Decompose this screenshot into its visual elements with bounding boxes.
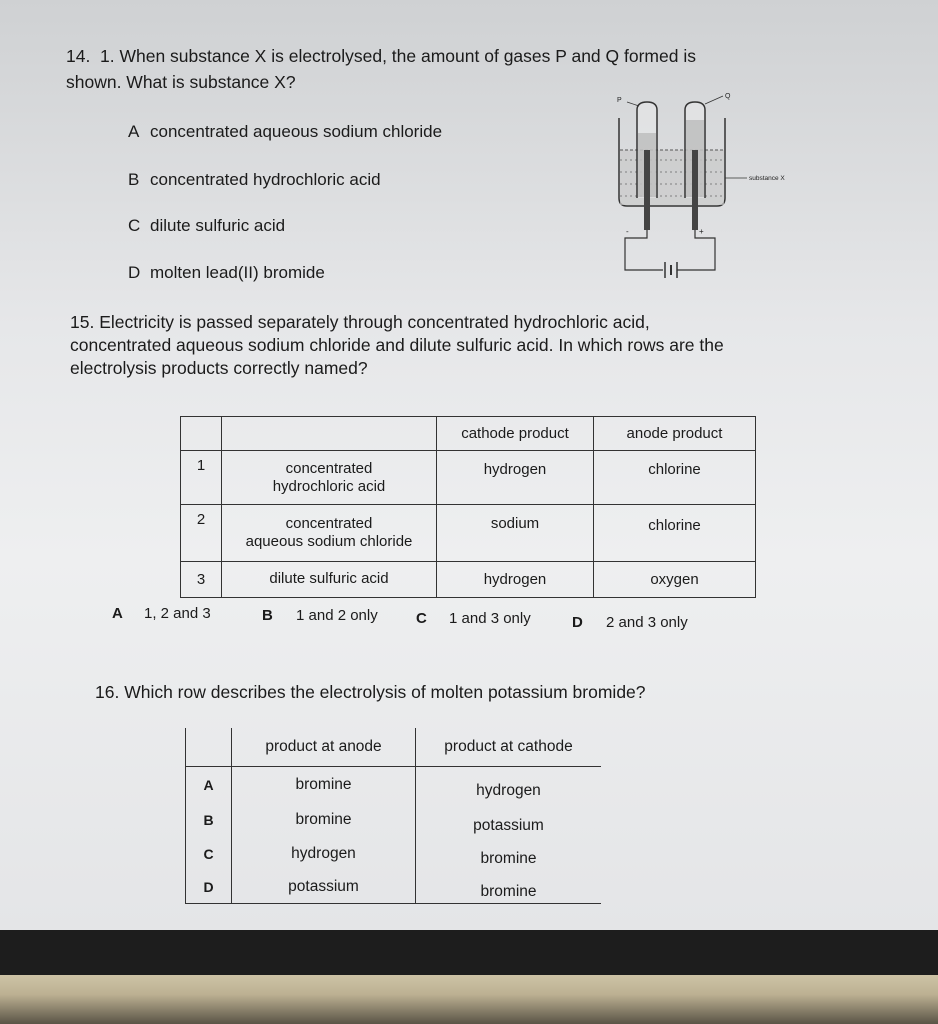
q15-row1-material-l2: hydrochloric acid bbox=[272, 477, 386, 495]
q15-row3-material: dilute sulfuric acid bbox=[222, 561, 437, 597]
q16-text: 16. Which row describes the electrolysis of molten potassium bromide? bbox=[95, 682, 646, 702]
q15-row3-cathode: hydrogen bbox=[437, 561, 594, 597]
q16-row-c-letter: C bbox=[186, 837, 232, 870]
label-q: Q bbox=[725, 93, 731, 100]
table-row bbox=[186, 767, 602, 803]
q15-header-anode: anode product bbox=[594, 417, 756, 451]
table-row bbox=[181, 451, 756, 505]
q15-row3-num: 3 bbox=[181, 561, 222, 597]
q14-option-a-letter: A bbox=[128, 122, 140, 141]
label-p: P bbox=[617, 97, 622, 104]
q14-text-line2: shown. What is substance X? bbox=[66, 72, 296, 92]
q14-option-d-letter: D bbox=[128, 263, 141, 282]
q15-answer-a-letter: A bbox=[112, 605, 123, 622]
page-bottom-edge bbox=[0, 975, 938, 1024]
q16-table-header-row bbox=[186, 728, 602, 767]
table-row bbox=[181, 561, 756, 597]
q16-row-d-letter: D bbox=[186, 870, 232, 903]
table-row bbox=[186, 837, 602, 870]
q15-row1-cathode: hydrogen bbox=[437, 451, 594, 505]
q15-table bbox=[180, 416, 756, 598]
q15-text-line1: 15. Electricity is passed separately through concentrated hydrochloric acid, bbox=[70, 312, 650, 332]
q15-row1-material-l1: concentrated bbox=[285, 459, 373, 477]
q15-header-cathode: cathode product bbox=[437, 417, 594, 451]
page-shadow-edge bbox=[0, 930, 938, 975]
q15-answer-c-text: 1 and 3 only bbox=[449, 610, 531, 627]
q16-row-a-anode: bromine bbox=[232, 767, 416, 803]
q15-row1-num: 1 bbox=[181, 451, 222, 505]
q16-header-anode: product at anode bbox=[232, 728, 416, 767]
q15-row1-anode: chlorine bbox=[594, 451, 756, 505]
q15-answer-d-letter: D bbox=[572, 614, 583, 631]
q15-row2-cathode: sodium bbox=[437, 505, 594, 561]
q16-row-b-letter: B bbox=[186, 802, 232, 837]
q15-header-blank-1 bbox=[181, 417, 222, 451]
q15-answer-d-text: 2 and 3 only bbox=[606, 614, 688, 631]
q15-answer-c-letter: C bbox=[416, 610, 427, 627]
q15-answer-b-letter: B bbox=[262, 607, 273, 624]
q15-text-line2: concentrated aqueous sodium chloride and dilute sulfuric acid. In which rows are the bbox=[70, 335, 724, 355]
q14-option-b-letter: B bbox=[128, 170, 140, 189]
q15-row3-anode: oxygen bbox=[594, 561, 756, 597]
q16-row-d-cathode: bromine bbox=[416, 870, 602, 903]
q16-row-a-cathode: hydrogen bbox=[476, 781, 541, 799]
label-minus: - bbox=[626, 227, 629, 236]
electrolysis-diagram bbox=[605, 88, 820, 288]
q14-option-a-text: concentrated aqueous sodium chloride bbox=[150, 122, 443, 141]
q16-row-b-anode: bromine bbox=[232, 802, 416, 837]
table-row bbox=[186, 870, 602, 903]
wire-left bbox=[625, 230, 663, 270]
q15-table-header-row bbox=[181, 417, 756, 451]
q16-row-d-anode: potassium bbox=[232, 870, 416, 903]
q14-text-line1: 1. When substance X is electrolysed, the amount of gases P and Q formed is bbox=[100, 46, 696, 66]
q16-row-c-cathode: bromine bbox=[480, 849, 537, 867]
electrode-left bbox=[644, 150, 650, 230]
q14-option-d-text: molten lead(II) bromide bbox=[150, 263, 325, 282]
q15-answer-a-text: 1, 2 and 3 bbox=[144, 605, 211, 622]
table-row bbox=[181, 505, 756, 561]
electrode-right bbox=[692, 150, 698, 230]
label-plus: + bbox=[699, 227, 704, 236]
q16-row-c-anode: hydrogen bbox=[232, 837, 416, 870]
q15-row1-material bbox=[222, 451, 437, 505]
q15-header-blank-2 bbox=[222, 417, 437, 451]
q16-row-a-letter: A bbox=[186, 767, 232, 803]
q15-row2-material bbox=[222, 505, 437, 561]
q15-row2-material-l2: aqueous sodium chloride bbox=[245, 533, 413, 551]
q14-option-b-text: concentrated hydrochloric acid bbox=[150, 170, 381, 189]
q16-header-cathode: product at cathode bbox=[416, 728, 602, 767]
q16-header-blank bbox=[186, 728, 232, 767]
q16-table bbox=[185, 728, 601, 904]
table-row bbox=[186, 802, 602, 837]
label-substance-x: substance X bbox=[749, 175, 785, 182]
electrolyte-liquid bbox=[620, 150, 724, 205]
q16-row-b-cathode: potassium bbox=[473, 816, 544, 834]
q15-answer-b-text: 1 and 2 only bbox=[296, 607, 378, 624]
q15-row2-num: 2 bbox=[181, 505, 222, 561]
q14-option-c-letter: C bbox=[128, 216, 141, 235]
q14-number: 14. bbox=[66, 46, 91, 66]
q15-row2-material-l1: concentrated bbox=[285, 515, 373, 533]
q15-row2-anode: chlorine bbox=[594, 505, 756, 561]
q15-text-line3: electrolysis products correctly named? bbox=[70, 358, 368, 378]
wire-right bbox=[677, 230, 715, 270]
q14-option-c-text: dilute sulfuric acid bbox=[150, 216, 286, 235]
